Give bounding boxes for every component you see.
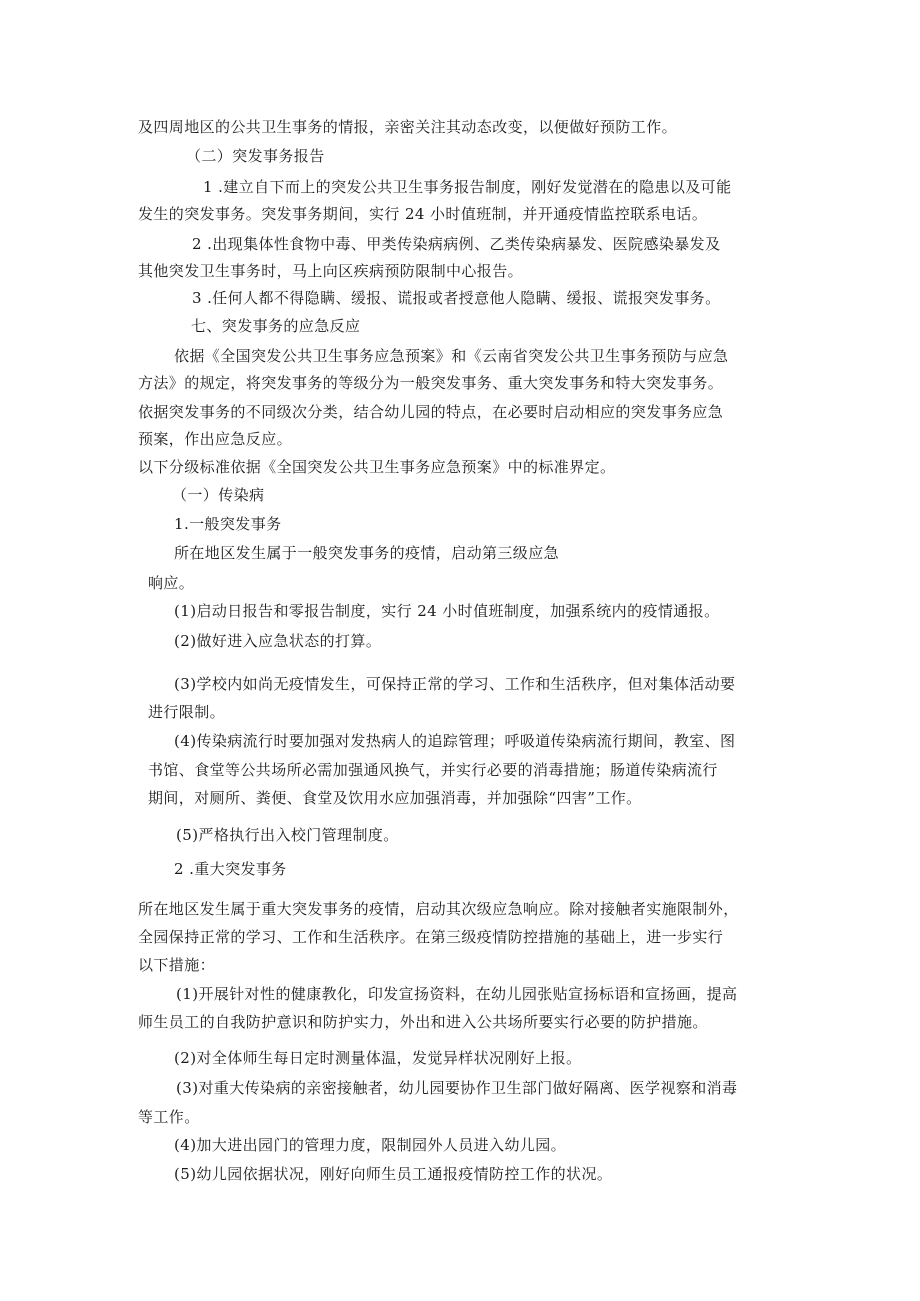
- subsection-heading: 2 .重大突发事务: [174, 860, 287, 878]
- text-line: 方法》的规定，将突发事务的等级分为一般突发事务、重大突发事务和特大突发事务。: [138, 374, 724, 392]
- list-item: (1)启动日报告和零报告制度，实行 24 小时值班制度，加强系统内的疫情通报。: [174, 602, 720, 620]
- text-line: 所在地区发生属于重大突发事务的疫情，启动其次级应急响应。除对接触者实施限制外，: [138, 900, 739, 918]
- list-item: (4)传染病流行时要加强对发热病人的追踪管理；呼吸道传染病流行期间，教室、图: [174, 732, 736, 750]
- section-heading: 七、突发事务的应急反应: [191, 317, 361, 335]
- subsection-heading: 1.一般突发事务: [174, 515, 282, 533]
- text-line: 及四周地区的公共卫生事务的情报，亲密关注其动态改变，以便做好预防工作。: [138, 118, 678, 136]
- text-line: 等工作。: [138, 1108, 200, 1126]
- text-line: 依据突发事务的不同级次分类，结合幼儿园的特点，在必要时启动相应的突发事务应急: [138, 403, 724, 421]
- text-line: 响应。: [148, 574, 195, 592]
- list-item: (5)严格执行出入校门管理制度。: [176, 826, 399, 844]
- text-line: 进行限制。: [148, 703, 226, 721]
- section-heading: （一）传染病: [172, 486, 265, 504]
- text-line: 师生员工的自我防护意识和防护实力，外出和进入公共场所要实行必要的防护措施。: [138, 1013, 708, 1031]
- list-item: (1)开展针对性的健康教化，印发宣扬资料，在幼儿园张贴宣扬标语和宣扬画，提高: [176, 985, 738, 1003]
- text-line: 所在地区发生属于一般突发事务的疫情，启动第三级应急: [174, 544, 560, 562]
- list-item: (2)做好进入应急状态的打算。: [174, 632, 382, 650]
- text-line: 其他突发卫生事务时，马上向区疾病预防限制中心报告。: [138, 262, 524, 280]
- list-item: (5)幼儿园依据状况，刚好向师生员工通报疫情防控工作的状况。: [174, 1165, 613, 1183]
- list-item: (3)学校内如尚无疫情发生，可保持正常的学习、工作和生活秩序，但对集体活动要: [174, 675, 736, 693]
- text-line: 发生的突发事务。突发事务期间，实行 24 小时值班制，并开通疫情监控联系电话。: [138, 205, 708, 223]
- list-item: (4)加大进出园门的管理力度，限制园外人员进入幼儿园。: [174, 1136, 567, 1154]
- text-line: 3 .任何人都不得隐瞒、缓报、谎报或者授意他人隐瞒、缓报、谎报突发事务。: [192, 289, 721, 307]
- text-line: 依据《全国突发公共卫生事务应急预案》和《云南省突发公共卫生事务预防与应急: [174, 347, 729, 365]
- text-line: 书馆、食堂等公共场所必需加强通风换气，并实行必要的消毒措施；肠道传染病流行: [148, 761, 718, 779]
- text-line: 期间，对厕所、粪便、食堂及饮用水应加强消毒，并加强除“四害”工作。: [148, 789, 642, 807]
- text-line: 以下措施：: [138, 956, 216, 974]
- text-line: 预案，作出应急反应。: [138, 430, 293, 448]
- text-line: 全园保持正常的学习、工作和生活秩序。在第三级疫情防控措施的基础上，进一步实行: [138, 928, 724, 946]
- section-heading: （二）突发事务报告: [186, 147, 325, 165]
- text-line: 2 .出现集体性食物中毒、甲类传染病病例、乙类传染病暴发、医院感染暴发及: [192, 235, 721, 253]
- list-item: (3)对重大传染病的亲密接触者，幼儿园要协作卫生部门做好隔离、医学视察和消毒: [176, 1079, 738, 1097]
- list-item: (2)对全体师生每日定时测量体温，发觉异样状况刚好上报。: [174, 1049, 582, 1067]
- text-line: 以下分级标准依据《全国突发公共卫生事务应急预案》中的标准界定。: [138, 458, 616, 476]
- text-line: 1 .建立自下而上的突发公共卫生事务报告制度，刚好发觉潜在的隐患以及可能: [203, 178, 732, 196]
